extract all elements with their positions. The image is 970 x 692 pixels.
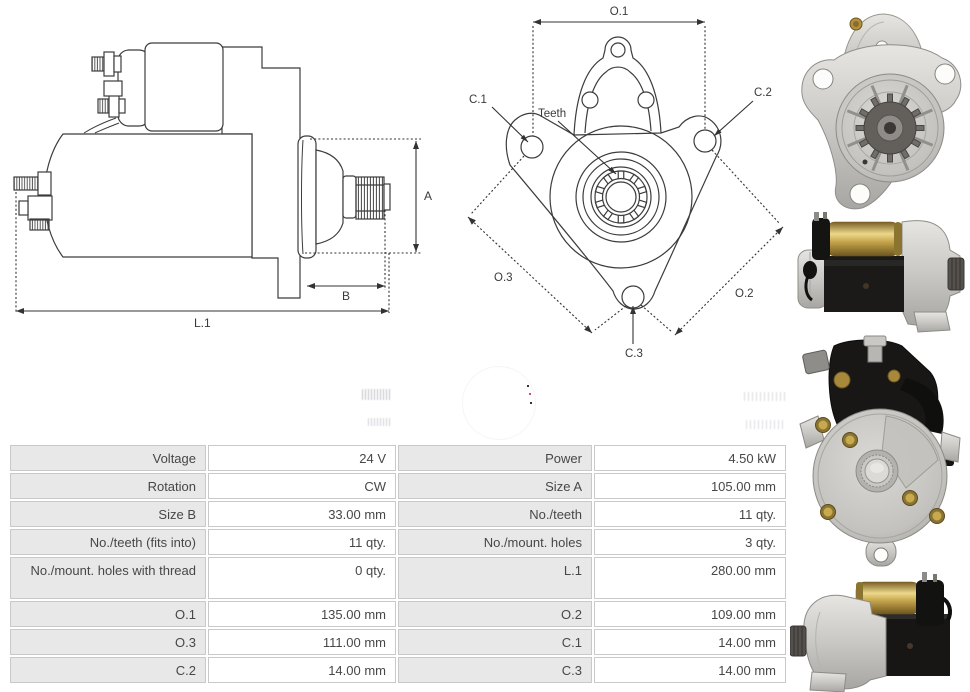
spec-value: 11 qty.: [208, 529, 396, 555]
spec-value: 109.00 mm: [594, 601, 786, 627]
spec-label: C.1: [398, 629, 592, 655]
spec-value: 24 V: [208, 445, 396, 471]
photo-front-view: [802, 14, 961, 209]
spec-label: O.3: [10, 629, 206, 655]
table-row: [10, 445, 786, 471]
side-view-outline: [14, 43, 390, 298]
photo-side-view-right: [798, 212, 964, 332]
teeth-label: Teeth: [538, 108, 567, 120]
table-row: [10, 529, 786, 555]
table-row: [10, 629, 786, 655]
spec-label: No./mount. holes: [398, 529, 592, 555]
spec-label: No./mount. holes with thread: [10, 557, 206, 599]
spec-table: [8, 443, 788, 685]
photo-side-view-left: [790, 572, 950, 692]
spec-label: Voltage: [10, 445, 206, 471]
spec-value: 111.00 mm: [208, 629, 396, 655]
table-row: [10, 657, 786, 683]
front-view-outline: [506, 37, 721, 309]
spec-label: O.1: [10, 601, 206, 627]
dim-label-a: A: [424, 189, 433, 203]
watermark-speck: [527, 385, 529, 387]
spec-label: O.2: [398, 601, 592, 627]
dim-label-c2: C.2: [754, 87, 772, 99]
dim-label-b: B: [342, 289, 351, 303]
table-row: [10, 557, 786, 599]
spec-label: C.3: [398, 657, 592, 683]
spec-value: 4.50 kW: [594, 445, 786, 471]
spec-value: 3 qty.: [594, 529, 786, 555]
table-row: [10, 473, 786, 499]
watermark-artifact: [746, 420, 786, 429]
watermark-artifact: [744, 392, 788, 401]
spec-value: 14.00 mm: [594, 657, 786, 683]
photo-rear-view: [800, 336, 960, 566]
spec-label: Power: [398, 445, 592, 471]
table-row: [10, 501, 786, 527]
spec-label: Size A: [398, 473, 592, 499]
dim-label-o3: O.3: [494, 272, 513, 284]
watermark-artifact: [368, 418, 391, 426]
spec-label: No./teeth (fits into): [10, 529, 206, 555]
spec-value: 0 qty.: [208, 557, 396, 599]
spec-label: No./teeth: [398, 501, 592, 527]
dim-label-l1: L.1: [194, 316, 211, 330]
spec-value: 14.00 mm: [594, 629, 786, 655]
spec-value: CW: [208, 473, 396, 499]
spec-value: 11 qty.: [594, 501, 786, 527]
spec-label: C.2: [10, 657, 206, 683]
front-view-drawing: [448, 0, 793, 385]
table-row: [10, 601, 786, 627]
dim-label-o2: O.2: [735, 288, 754, 300]
spec-value: 14.00 mm: [208, 657, 396, 683]
spec-label: Size B: [10, 501, 206, 527]
side-view-drawing: [0, 0, 450, 345]
dim-label-c1: C.1: [469, 94, 487, 106]
product-photos: [790, 0, 970, 692]
watermark-artifact: [462, 366, 536, 440]
watermark-artifact: [362, 389, 392, 400]
dim-label-o1: O.1: [609, 6, 629, 18]
spec-label: Rotation: [10, 473, 206, 499]
spec-value: 135.00 mm: [208, 601, 396, 627]
spec-value: 105.00 mm: [594, 473, 786, 499]
spec-value: 33.00 mm: [208, 501, 396, 527]
watermark-speck: [530, 402, 532, 404]
dim-label-c3: C.3: [625, 348, 643, 360]
watermark-speck: [529, 393, 531, 395]
spec-value: 280.00 mm: [594, 557, 786, 599]
spec-label: L.1: [398, 557, 592, 599]
